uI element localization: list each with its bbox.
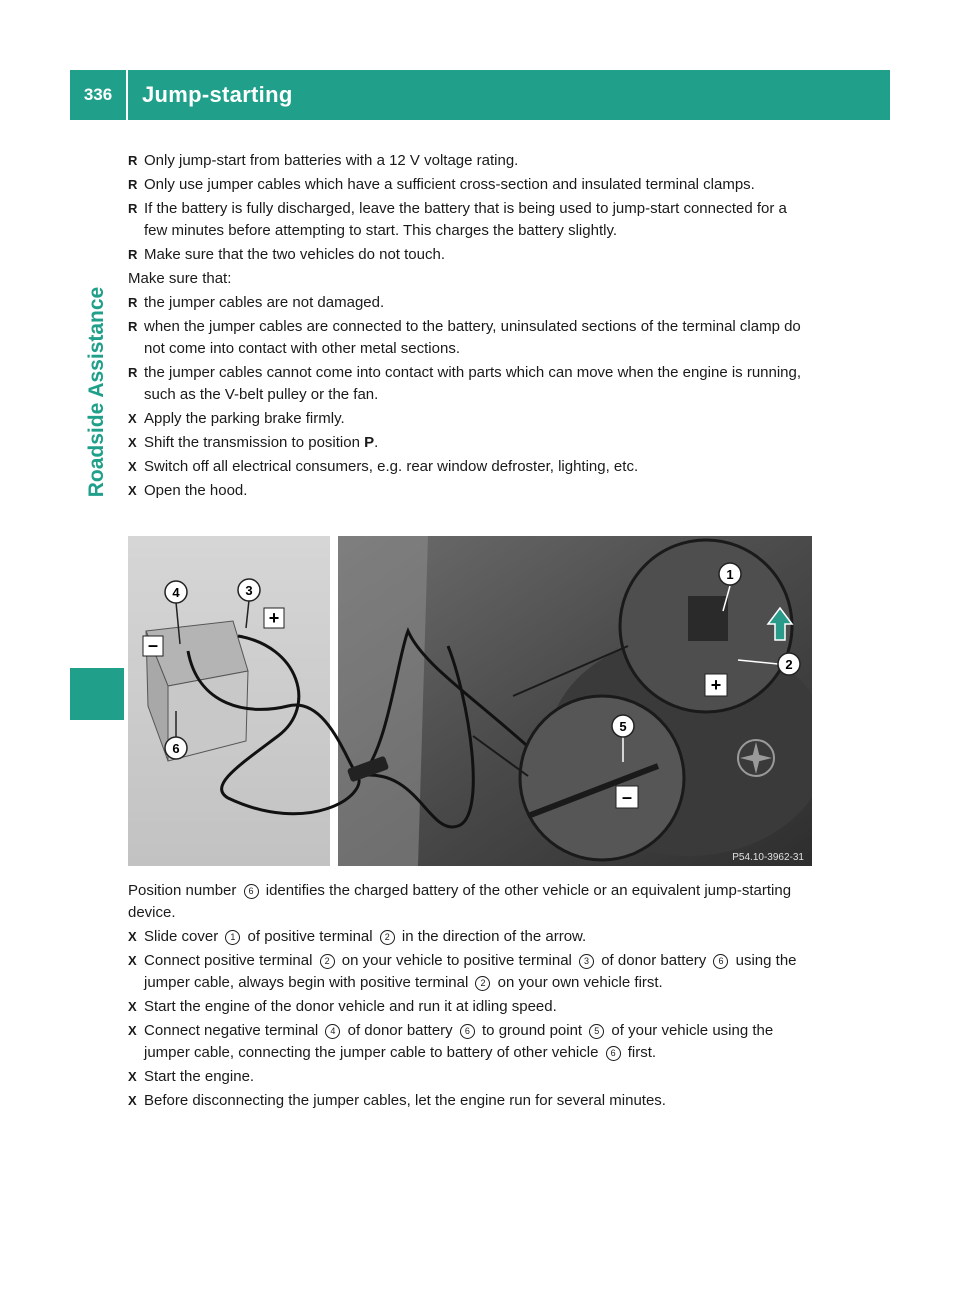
minus-sign-donor — [143, 635, 163, 656]
svg-text:3: 3 — [245, 583, 253, 598]
page-header — [70, 70, 890, 120]
ref-5: 5 — [589, 1024, 604, 1039]
step-item: X Slide cover 1 of positive terminal 2 in the direction of the arrow. — [128, 926, 814, 948]
svg-text:6: 6 — [172, 741, 180, 756]
step-marker: X — [128, 1023, 137, 1038]
side-tab-label: Roadside Assistance — [85, 286, 108, 498]
step-item: X Start the engine. — [128, 1066, 814, 1088]
svg-text:5: 5 — [619, 719, 627, 734]
step-item: X Connect negative terminal 4 of donor battery 6 to ground point 5 of your vehicle using the jumper cable, connecting the jumper cable to battery of other vehicle 6 first. — [128, 1022, 774, 1061]
svg-text:–: – — [621, 787, 633, 807]
header-divider — [126, 70, 128, 120]
list-item: R the jumper cables cannot come into contact with parts which can move when the engine is running, such as the V-belt pulley or the fan. — [128, 364, 802, 403]
plus-sign-vehicle — [705, 674, 727, 696]
list-item: R If the battery is fully discharged, leave the battery that is being used to jump-start connected for a few minutes before attempting to start. This charges the battery slightly. — [128, 200, 787, 239]
bullet-marker: R — [128, 319, 138, 334]
svg-text:+: + — [268, 608, 280, 628]
content-bottom — [128, 880, 814, 1114]
plus-sign-donor — [264, 608, 284, 628]
content-top — [128, 150, 814, 504]
ref-6: 6 — [244, 884, 259, 899]
ref-6: 6 — [460, 1024, 475, 1039]
step-item: X Shift the transmission to position P. — [128, 432, 814, 454]
step-marker: X — [128, 1069, 137, 1084]
bullet-marker: R — [128, 177, 138, 192]
step-marker: X — [128, 483, 137, 498]
bullet-marker: R — [128, 153, 138, 168]
step-marker: X — [128, 1093, 137, 1108]
step-marker: X — [128, 929, 137, 944]
step-item: X Start the engine of the donor vehicle and run it at idling speed. — [128, 996, 814, 1018]
gear-position: P — [364, 434, 375, 451]
figure-code: P54.10-3962-31 — [732, 852, 804, 863]
step-item: X Apply the parking brake firmly. — [128, 408, 814, 430]
ref-4: 4 — [325, 1024, 340, 1039]
svg-text:+: + — [710, 675, 722, 695]
side-tab-block — [70, 668, 124, 720]
step-marker: X — [128, 411, 137, 426]
step-item: X Switch off all electrical consumers, e.g. rear window defroster, lighting, etc. — [128, 456, 814, 478]
ref-3: 3 — [579, 954, 594, 969]
ref-2: 2 — [380, 930, 395, 945]
section-title: Jump-starting — [142, 82, 293, 107]
list-item: R Make sure that the two vehicles do not touch. — [128, 244, 814, 266]
step-marker: X — [128, 435, 137, 450]
jump-start-illustration — [128, 536, 812, 866]
side-tab — [70, 122, 124, 662]
illustration-svg — [128, 536, 812, 866]
step-item: X Before disconnecting the jumper cables, let the engine run for several minutes. — [128, 1090, 814, 1112]
minus-sign-ground — [616, 786, 638, 808]
step-marker: X — [128, 953, 137, 968]
list-item: R Only jump-start from batteries with a 12 V voltage rating. — [128, 150, 814, 172]
step-item: X Open the hood. — [128, 480, 814, 502]
ref-1: 1 — [225, 930, 240, 945]
make-sure-intro: Make sure that: — [128, 270, 232, 287]
bullet-marker: R — [128, 201, 138, 216]
bullet-marker: R — [128, 365, 138, 380]
svg-text:4: 4 — [172, 585, 180, 600]
bullet-marker: R — [128, 247, 138, 262]
list-item: R when the jumper cables are connected to the battery, uninsulated sections of the terminal clamp do not come into contact with other metal sections. — [128, 318, 801, 357]
svg-text:1: 1 — [726, 567, 734, 582]
ref-6: 6 — [713, 954, 728, 969]
position-note: Position number 6 identifies the charged battery of the other vehicle or an equivalent jump-starting device. — [128, 882, 792, 921]
ref-6: 6 — [606, 1046, 621, 1061]
svg-text:2: 2 — [785, 657, 793, 672]
step-marker: X — [128, 999, 137, 1014]
list-item: R the jumper cables are not damaged. — [128, 292, 814, 314]
list-item: R Only use jumper cables which have a sufficient cross-section and insulated terminal clamps. — [128, 174, 814, 196]
svg-text:–: – — [147, 635, 159, 655]
ref-2: 2 — [320, 954, 335, 969]
page-number: 336 — [83, 85, 113, 104]
bullet-marker: R — [128, 295, 138, 310]
step-marker: X — [128, 459, 137, 474]
step-item: X Connect positive terminal 2 on your vehicle to positive terminal 3 of donor battery 6 using the jumper cable, always begin with positive terminal 2 on your own vehicle first. — [128, 952, 797, 991]
ref-2: 2 — [475, 976, 490, 991]
